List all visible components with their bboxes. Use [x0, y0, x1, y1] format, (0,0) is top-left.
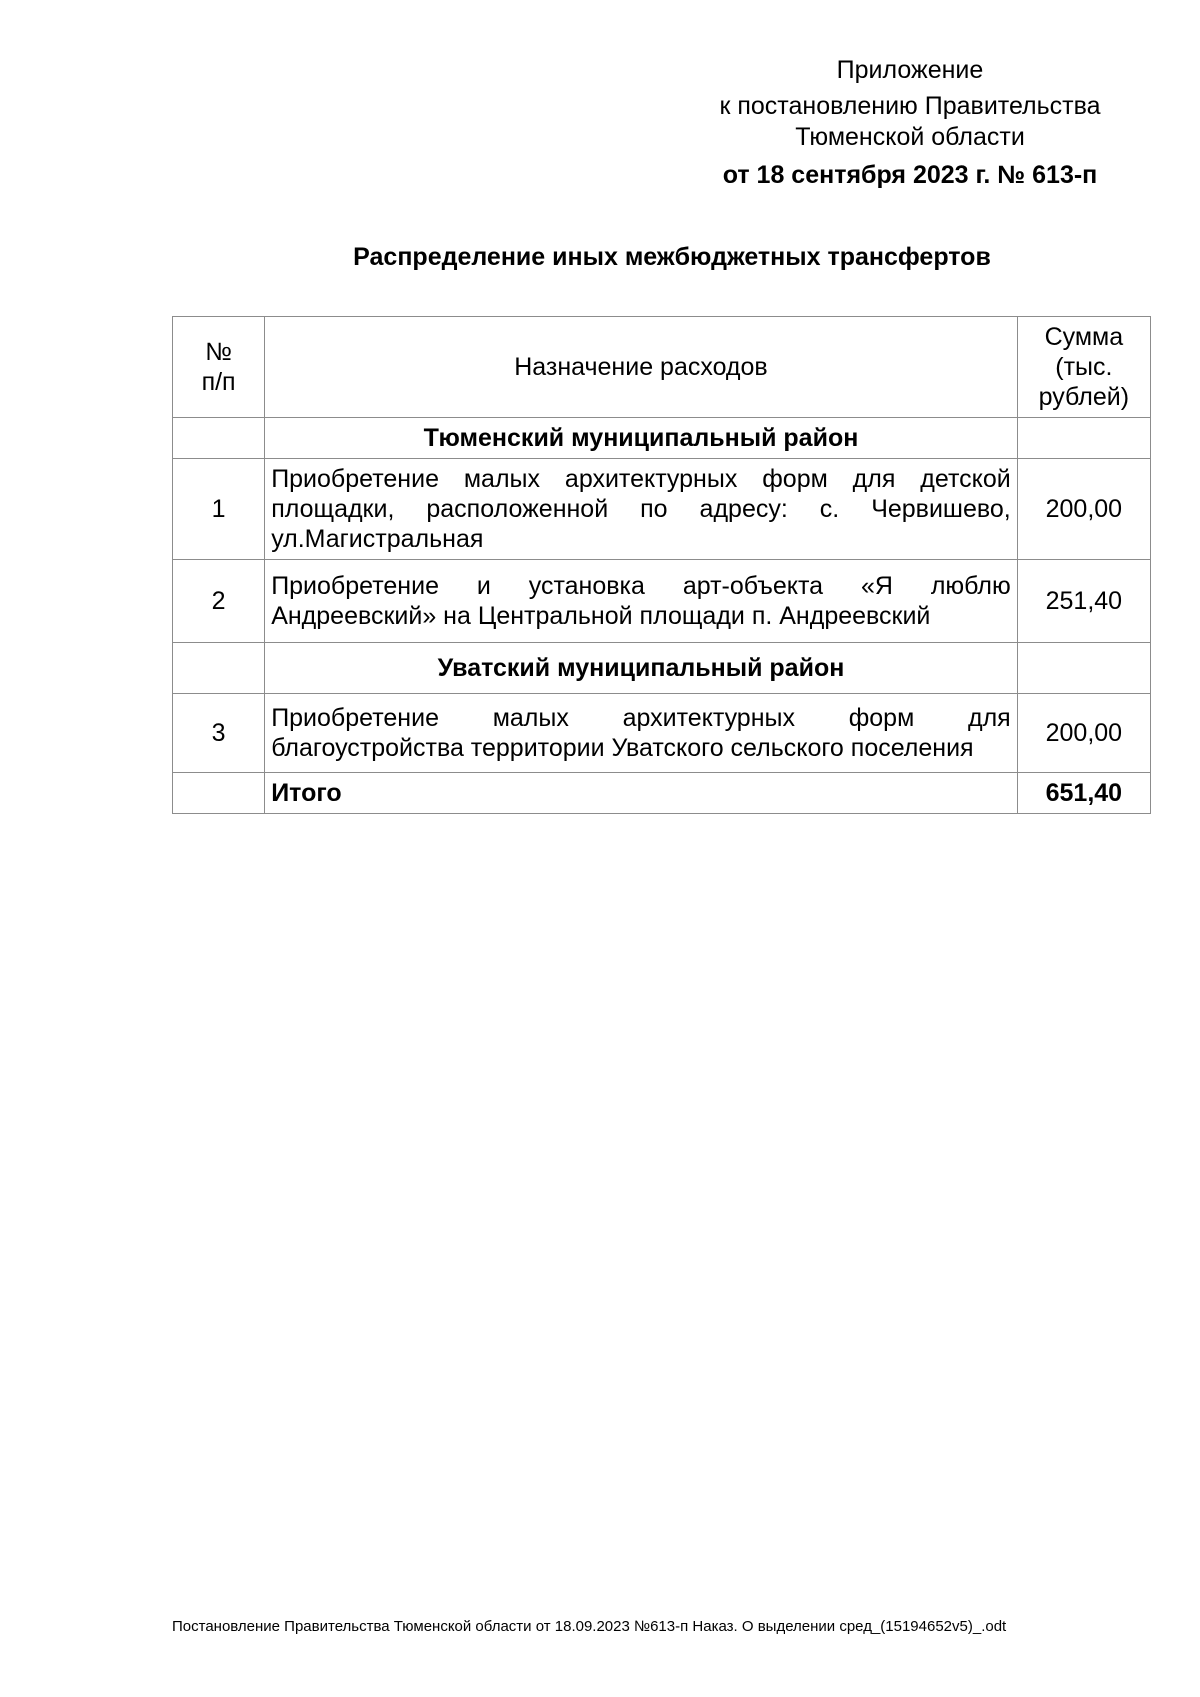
- appendix-date-number: от 18 сентября 2023 г. № 613-п: [722, 161, 1098, 189]
- document-title: Распределение иных межбюджетных трансфертов: [353, 243, 991, 271]
- appendix-line-1: к постановлению Правительства: [719, 92, 1101, 120]
- row-purpose: Приобретение и установка арт-объекта «Я люблю Андреевский» на Центральной площади п. Андреевский: [265, 560, 1018, 643]
- district-row: [173, 643, 1151, 694]
- table-header-row: [173, 317, 1151, 418]
- district-sum-cell: [1017, 418, 1150, 459]
- footer-text: Постановление Правительства Тюменской области от 18.09.2023 №613-п Наказ. О выделении сред_(15194652v5)_.odt: [172, 1618, 1007, 1635]
- appendix-block: [700, 55, 1120, 191]
- row-num: 1: [173, 459, 265, 560]
- table-row: [173, 560, 1151, 643]
- row-sum: 200,00: [1017, 694, 1150, 773]
- header-num-line-1: №: [205, 338, 232, 366]
- district-row: [173, 418, 1151, 459]
- total-row: [173, 773, 1151, 814]
- header-num: [173, 317, 265, 418]
- row-sum: 251,40: [1017, 560, 1150, 643]
- header-purpose: Назначение расходов: [265, 317, 1018, 418]
- total-label: Итого: [265, 773, 1018, 814]
- district-num-cell: [173, 643, 265, 694]
- total-num-cell: [173, 773, 265, 814]
- row-num: 2: [173, 560, 265, 643]
- district-name: Тюменский муниципальный район: [265, 418, 1018, 459]
- table-row: [173, 459, 1151, 560]
- header-sum-line-1: Сумма: [1044, 323, 1124, 351]
- row-sum: 200,00: [1017, 459, 1150, 560]
- district-name: Уватский муниципальный район: [265, 643, 1018, 694]
- header-num-line-2: п/п: [201, 368, 236, 396]
- appendix-line-2: Тюменской области: [795, 123, 1025, 151]
- header-sum: [1017, 317, 1150, 418]
- row-purpose: Приобретение малых архитектурных форм для детской площадки, расположенной по адресу: с. Червишево, ул.Магистральная: [265, 459, 1018, 560]
- row-num: 3: [173, 694, 265, 773]
- transfers-table: [172, 316, 1151, 814]
- district-num-cell: [173, 418, 265, 459]
- header-sum-line-3: рублей): [1038, 383, 1130, 411]
- table-row: [173, 694, 1151, 773]
- row-purpose: Приобретение малых архитектурных форм для благоустройства территории Уватского сельского поселения: [265, 694, 1018, 773]
- total-sum: 651,40: [1017, 773, 1150, 814]
- header-sum-line-2: (тыс.: [1055, 353, 1113, 381]
- appendix-label: Приложение: [836, 56, 984, 84]
- district-sum-cell: [1017, 643, 1150, 694]
